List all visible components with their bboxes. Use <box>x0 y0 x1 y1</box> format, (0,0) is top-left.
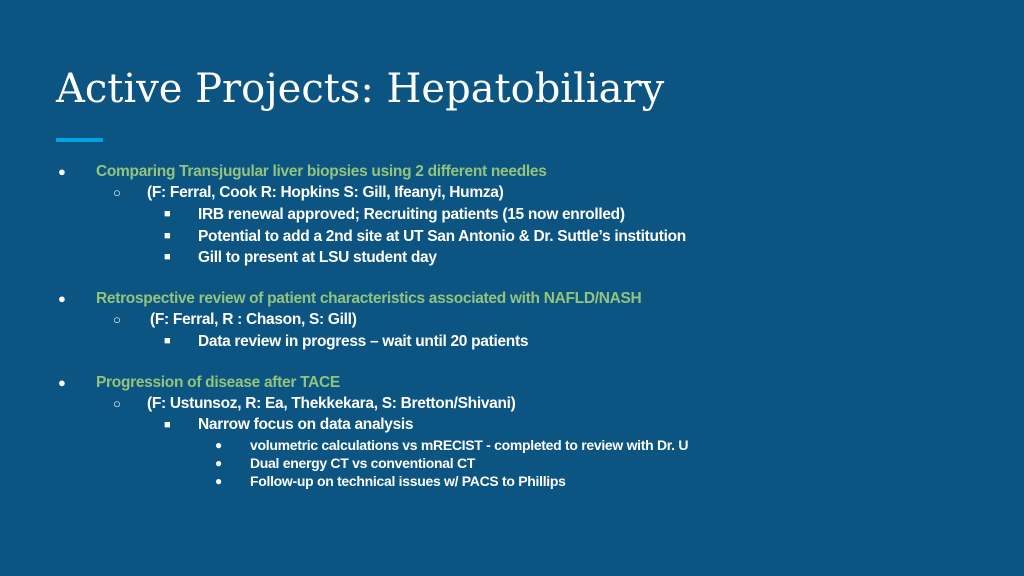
title-accent-bar <box>56 138 103 142</box>
bullet-l2-icon: ○ <box>113 312 121 327</box>
project-1-item-2: Potential to add a 2nd site at UT San Antonio & Dr. Suttle’s institution <box>198 228 686 245</box>
project-1-item-1: IRB renewal approved; Recruiting patients (15 now enrolled) <box>198 206 625 223</box>
project-2-item-1: Data review in progress – wait until 20 patients <box>198 333 529 350</box>
bullet-l1-icon: ● <box>58 291 66 306</box>
project-2-title: Retrospective review of patient characteristics associated with NAFLD/NASH <box>96 290 642 307</box>
project-3-subitem-2: Dual energy CT vs conventional CT <box>250 455 476 471</box>
bullet-l3-icon: ■ <box>164 335 171 347</box>
bullet-l1-icon: ● <box>58 164 66 179</box>
slide-title: Active Projects: Hepatobiliary <box>56 66 665 112</box>
bullet-l4-icon: ● <box>215 438 223 452</box>
bullet-l3-icon: ■ <box>164 230 171 242</box>
project-1-team: (F: Ferral, Cook R: Hopkins S: Gill, Ifeanyi, Humza) <box>147 184 504 201</box>
bullet-l4-icon: ● <box>215 456 223 470</box>
project-3-subitem-3: Follow-up on technical issues w/ PACS to Phillips <box>250 473 566 489</box>
project-3-title: Progression of disease after TACE <box>96 374 340 391</box>
project-3-team: (F: Ustunsoz, R: Ea, Thekkekara, S: Bretton/Shivani) <box>147 395 516 412</box>
project-2-team: (F: Ferral, R : Chason, S: Gill) <box>150 311 357 328</box>
bullet-l2-icon: ○ <box>113 396 121 411</box>
project-3-subitem-1: volumetric calculations vs mRECIST - completed to review with Dr. U <box>250 437 689 453</box>
bullet-l3-icon: ■ <box>164 251 171 263</box>
project-3-item-1: Narrow focus on data analysis <box>198 416 414 433</box>
project-1-item-3: Gill to present at LSU student day <box>198 249 437 266</box>
bullet-l1-icon: ● <box>58 375 66 390</box>
bullet-l2-icon: ○ <box>113 185 121 200</box>
bullet-l3-icon: ■ <box>164 419 171 431</box>
project-1-title: Comparing Transjugular liver biopsies using 2 different needles <box>96 163 547 180</box>
bullet-l3-icon: ■ <box>164 208 171 220</box>
bullet-l4-icon: ● <box>215 474 223 488</box>
